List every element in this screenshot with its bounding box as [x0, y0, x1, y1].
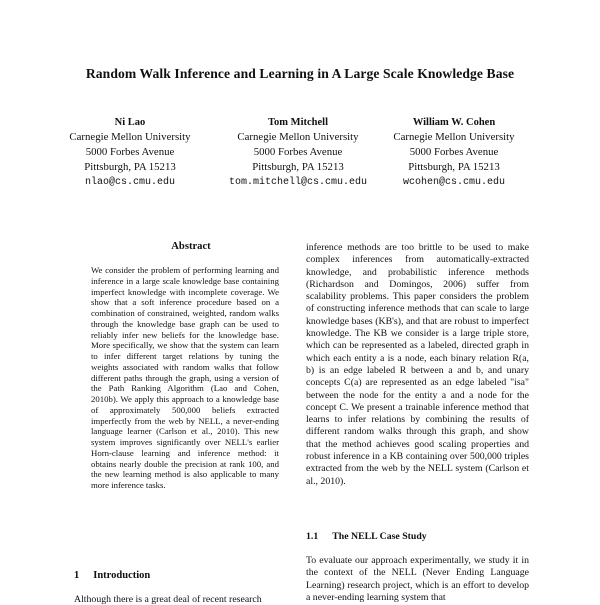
abstract-text: We consider the problem of performing learning and inference in a large scale knowledge base containing imperfect knowledge with incomplete coverage. We show that a soft inference procedure based on a combination of constrained, weighted, random walks through the knowledge base graph can be used to reliably infer new beliefs for the knowledge base. More specifically, we show that the system can learn to infer different target relations by tuning the weights associated with random walks that follow different paths through the graph, using a version of the Path Ranking Algorithm (Lao and Cohen, 2010b). We apply this approach to a knowledge base of approximately 500,000 beliefs extracted imperfectly from the web by NELL, a never-ending language learner (Carlson et al., 2010). This new system improves significantly over NELL's earlier Horn-clause learning and inference method: it obtains nearly double the precision at rank 100, and the new learning method is also applicable to many more inference tasks.	[91, 265, 279, 490]
author-city: Pittsburgh, PA 15213	[84, 161, 176, 173]
author-email: wcohen@cs.cmu.edu	[402, 177, 506, 188]
author-affiliation: Carnegie Mellon University	[237, 131, 359, 143]
author-affiliation: Carnegie Mellon University	[69, 131, 191, 143]
author-2	[218, 115, 378, 190]
author-address: 5000 Forbes Avenue	[409, 146, 499, 158]
author-3	[374, 115, 534, 190]
author-1	[60, 115, 200, 190]
section-number: 1	[74, 570, 80, 581]
author-address: 5000 Forbes Avenue	[253, 146, 343, 158]
author-address: 5000 Forbes Avenue	[85, 146, 175, 158]
author-name: Tom Mitchell	[268, 117, 328, 128]
author-block	[69, 115, 532, 188]
author-name: Ni Lao	[114, 117, 146, 128]
author-email: tom.mitchell@cs.cmu.edu	[228, 177, 368, 188]
section-title: Introduction	[93, 570, 151, 581]
right-column-text: inference methods are too brittle to be used to make complex inferences from automatically-extracted knowledge, and probabilistic inference methods (Richardson and Domingos, 2006) suffer from scalability problems. This paper considers the problem of constructing inference methods that can scale to large knowledge bases (KB's), and that are robust to imperfect knowledge. The KB we consider is a large triple store, which can be represented as a labeled, directed graph in which each entity a is a node, each binary relation R(a, b) is an edge labeled R between a and b, and unary concepts C(a) are represented as an edge labeled "isa" between the node for the entity a and a node for the concept C. We present a trainable inference method that learns to infer relations by combining the results of different random walks through this graph, and show that the method achieves good scaling properties and robust inference in a KB containing over 500,000 triples extracted from the web by the NELL system (Carlson et al., 2010).	[306, 242, 529, 487]
section-number: 1.1	[306, 531, 319, 542]
author-affiliation: Carnegie Mellon University	[393, 131, 515, 143]
author-city: Pittsburgh, PA 15213	[408, 161, 500, 173]
section-title: The NELL Case Study	[332, 531, 427, 542]
intro-text: Although there is a great deal of recent research	[74, 594, 262, 605]
author-email: nlao@cs.cmu.edu	[84, 177, 175, 188]
abstract-heading: Abstract	[171, 241, 211, 252]
author-name: William W. Cohen	[412, 117, 496, 128]
section-nell-text: To evaluate our approach experimentally, we study it in the context of the NELL (Never Ending Language Learning) research project, which is an effort to develop a never-ending learning system that	[306, 555, 529, 603]
paper-title: Random Walk Inference and Learning in A Large Scale Knowledge Base	[85, 66, 515, 81]
section-heading-introduction	[74, 570, 150, 581]
section-heading-nell-case-study	[306, 531, 427, 542]
author-city: Pittsburgh, PA 15213	[252, 161, 344, 173]
